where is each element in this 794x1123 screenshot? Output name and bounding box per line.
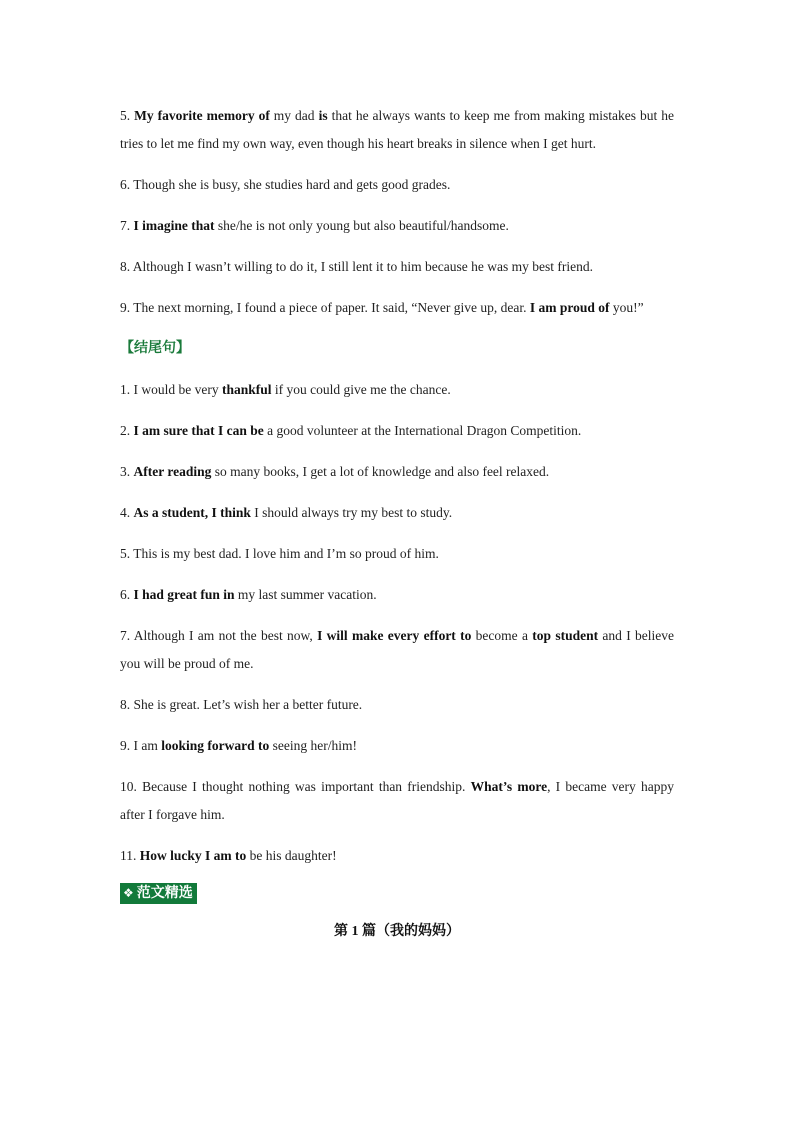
sentence-item — [120, 458, 674, 486]
sentence-text: Though she is busy, she studies hard and gets good grades. — [130, 177, 451, 192]
sentence-number: 3. — [120, 464, 131, 479]
key-phrase: I had great fun in — [133, 587, 235, 602]
sentence-text: become a — [471, 628, 533, 643]
sentence-number: 9. — [120, 738, 131, 753]
sentence-item — [120, 691, 674, 719]
sentence-text: I would be very — [130, 382, 222, 397]
sentence-number: 10. — [120, 779, 137, 794]
sentence-number: 6. — [120, 587, 131, 602]
sentence-number: 8. — [120, 697, 131, 712]
key-phrase: I am sure that I can be — [133, 423, 264, 438]
sentence-text: if you could give me the chance. — [271, 382, 451, 397]
key-phrase: I am proud of — [529, 300, 610, 315]
key-phrase: After reading — [133, 464, 212, 479]
sentence-number: 1. — [120, 382, 131, 397]
ending-sentence-list — [120, 376, 674, 870]
document-page — [120, 102, 674, 946]
model-essays-label: 范文精选 — [136, 886, 193, 901]
sentence-number: 5. — [120, 108, 131, 123]
sentence-item — [120, 622, 674, 678]
sentence-item — [120, 581, 674, 609]
key-phrase: looking forward to — [161, 738, 270, 753]
key-phrase: I imagine that — [133, 218, 215, 233]
sentence-text: be his daughter! — [246, 848, 337, 863]
sentence-number: 9. — [120, 300, 131, 315]
body-sentence-list — [120, 102, 674, 322]
ending-sentences-heading: 【结尾句】 — [120, 341, 190, 356]
sentence-number: 7. — [120, 628, 131, 643]
sentence-number: 2. — [120, 423, 131, 438]
sentence-text: my dad — [269, 108, 319, 123]
sentence-text: Although I wasn’t willing to do it, I still lent it to him because he was my best friend. — [130, 259, 593, 274]
sentence-text: The next morning, I found a piece of paper. It said, “Never give up, dear. — [130, 300, 530, 315]
sentence-text: , I became very happy after I forgave him. — [120, 779, 674, 822]
sentence-item — [120, 253, 674, 281]
sentence-text: a good volunteer at the International Dragon Competition. — [263, 423, 582, 438]
sentence-text: I am — [130, 738, 162, 753]
sentence-number: 5. — [120, 546, 131, 561]
sentence-text: Although I am not the best now, — [130, 628, 318, 643]
sentence-number: 7. — [120, 218, 131, 233]
section-tag-row — [120, 883, 674, 904]
article-title: 第 1 篇（我的妈妈） — [334, 924, 460, 939]
key-phrase: As a student, I think — [133, 505, 251, 520]
sentence-text: This is my best dad. I love him and I’m so proud of him. — [130, 546, 439, 561]
key-phrase: top student — [532, 628, 599, 643]
sentence-item — [120, 212, 674, 240]
sentence-text: Because I thought nothing was important than friendship. — [136, 779, 471, 794]
sentence-text: I should always try my best to study. — [250, 505, 453, 520]
sentence-item — [120, 294, 674, 322]
sentence-number: 8. — [120, 259, 131, 274]
sentence-item — [120, 732, 674, 760]
sentence-item — [120, 171, 674, 199]
key-phrase: I will make every effort to — [317, 628, 472, 643]
sentence-text: she/he is not only young but also beautiful/handsome. — [214, 218, 509, 233]
key-phrase: What’s more — [470, 779, 548, 794]
model-essays-tag — [120, 883, 197, 904]
key-phrase: My favorite memory of — [134, 108, 270, 123]
key-phrase: How lucky I am to — [139, 848, 247, 863]
sentence-item — [120, 540, 674, 568]
sentence-item — [120, 499, 674, 527]
key-phrase: thankful — [221, 382, 272, 397]
sentence-text: you!” — [609, 300, 644, 315]
sentence-item — [120, 773, 674, 829]
sentence-number: 11. — [120, 848, 137, 863]
sentence-text: my last summer vacation. — [234, 587, 377, 602]
sentence-text: that he always wants to keep me from making mistakes but he tries to let me find my own way, even though his heart breaks in silence when I get hurt. — [120, 108, 674, 151]
sentence-item — [120, 102, 674, 158]
sentence-text: She is great. Let’s wish her a better future. — [130, 697, 363, 712]
sentence-item — [120, 376, 674, 404]
sentence-text: and I believe you will be proud of me. — [120, 628, 675, 671]
sentence-item — [120, 417, 674, 445]
diamond-icon: ❖ — [123, 886, 134, 900]
sentence-number: 4. — [120, 505, 131, 520]
sentence-number: 6. — [120, 177, 131, 192]
sentence-text: so many books, I get a lot of knowledge and also feel relaxed. — [211, 464, 550, 479]
key-phrase: is — [318, 108, 328, 123]
sentence-item — [120, 842, 674, 870]
sentence-text: seeing her/him! — [269, 738, 357, 753]
